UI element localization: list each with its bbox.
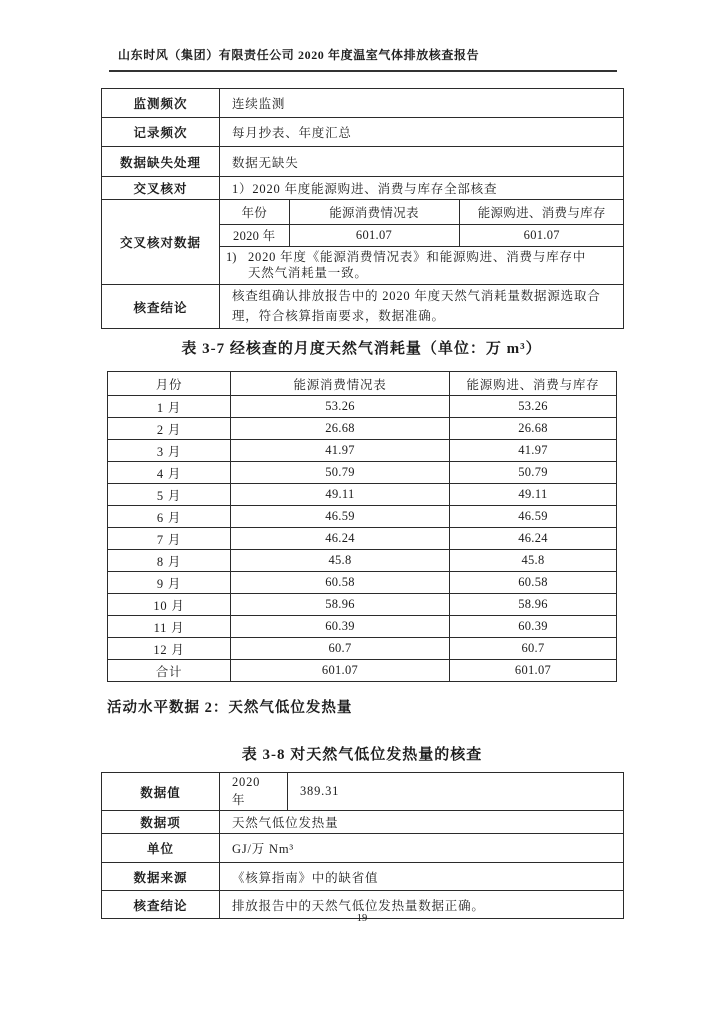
row-value: 连续监测 xyxy=(220,89,624,118)
table-header-row xyxy=(108,372,617,396)
row-label: 核查结论 xyxy=(102,891,220,919)
consumption-cell: 49.11 xyxy=(231,484,450,506)
monitoring-table xyxy=(101,88,624,329)
table-row xyxy=(108,418,617,440)
table-row xyxy=(108,572,617,594)
header-divider xyxy=(109,70,617,72)
row-value: 核查组确认排放报告中的 2020 年度天然气消耗量数据源选取合理，符合核算指南要求，数据准确。 xyxy=(220,285,624,329)
row-label: 交叉核对 xyxy=(102,177,220,200)
month-cell: 11 月 xyxy=(108,616,231,638)
purchase-cell: 50.79 xyxy=(450,462,617,484)
consumption-cell: 601.07 xyxy=(231,660,450,682)
table-row xyxy=(108,594,617,616)
month-cell: 2 月 xyxy=(108,418,231,440)
consumption-cell: 45.8 xyxy=(231,550,450,572)
row-value: 1）2020 年度能源购进、消费与库存全部核查 xyxy=(220,177,624,200)
subtable-data-row xyxy=(220,224,624,246)
cross-check-subtable xyxy=(220,200,624,284)
row-value: 排放报告中的天然气低位发热量数据正确。 xyxy=(220,891,624,919)
row-label: 记录频次 xyxy=(102,118,220,147)
note-line-1: 2020 年度《能源消费情况表》和能源购进、消费与库存中 xyxy=(248,249,587,264)
row-value: 每月抄表、年度汇总 xyxy=(220,118,624,147)
monthly-consumption-table xyxy=(107,371,617,682)
month-cell: 9 月 xyxy=(108,572,231,594)
row-value: 数据无缺失 xyxy=(220,147,624,177)
cross-check-data-row xyxy=(102,200,624,285)
row-label: 交叉核对数据 xyxy=(102,200,220,285)
purchase-cell: 601.07 xyxy=(450,660,617,682)
year-cell: 2020 年 xyxy=(220,224,289,246)
heating-value-table xyxy=(101,772,624,919)
table-3-7-title: 表 3-7 经核查的月度天然气消耗量（单位：万 m³） xyxy=(181,341,542,357)
consumption-cell: 41.97 xyxy=(231,440,450,462)
month-cell: 7 月 xyxy=(108,528,231,550)
purchase-cell: 53.26 xyxy=(450,396,617,418)
month-cell: 6 月 xyxy=(108,506,231,528)
table-row xyxy=(108,440,617,462)
month-cell: 12 月 xyxy=(108,638,231,660)
row-label: 数据来源 xyxy=(102,863,220,891)
column-header: 年份 xyxy=(220,200,289,224)
table-3-8-title: 表 3-8 对天然气低位发热量的核查 xyxy=(241,747,483,763)
purchase-cell: 601.07 xyxy=(459,224,624,246)
row-label: 单位 xyxy=(102,834,220,863)
row-label: 数据值 xyxy=(102,773,220,811)
table-row xyxy=(102,118,624,147)
consumption-cell: 601.07 xyxy=(289,224,459,246)
purchase-cell: 46.59 xyxy=(450,506,617,528)
month-cell: 4 月 xyxy=(108,462,231,484)
subtable-header-row xyxy=(220,200,624,224)
row-label: 监测频次 xyxy=(102,89,220,118)
consumption-cell: 53.26 xyxy=(231,396,450,418)
purchase-cell: 41.97 xyxy=(450,440,617,462)
purchase-cell: 60.7 xyxy=(450,638,617,660)
purchase-cell: 46.24 xyxy=(450,528,617,550)
table-row xyxy=(102,177,624,200)
year-cell: 2020 年 xyxy=(220,773,288,811)
column-header: 能源购进、消费与库存 xyxy=(450,372,617,396)
table-row xyxy=(102,147,624,177)
consumption-cell: 26.68 xyxy=(231,418,450,440)
table-row xyxy=(108,396,617,418)
row-label: 数据缺失处理 xyxy=(102,147,220,177)
table-row xyxy=(102,89,624,118)
month-cell: 3 月 xyxy=(108,440,231,462)
row-label: 核查结论 xyxy=(102,285,220,329)
table-row xyxy=(108,506,617,528)
purchase-cell: 60.58 xyxy=(450,572,617,594)
row-value: 天然气低位发热量 xyxy=(220,811,624,834)
table-row xyxy=(108,550,617,572)
purchase-cell: 49.11 xyxy=(450,484,617,506)
note-marker: 1) xyxy=(226,249,237,264)
consumption-cell: 60.39 xyxy=(231,616,450,638)
table-row xyxy=(108,528,617,550)
table-row xyxy=(102,811,624,834)
table-row xyxy=(102,863,624,891)
purchase-cell: 26.68 xyxy=(450,418,617,440)
note-text xyxy=(248,249,624,283)
consumption-cell: 58.96 xyxy=(231,594,450,616)
purchase-cell: 60.39 xyxy=(450,616,617,638)
subtable-note-row xyxy=(220,246,624,284)
data-value-row xyxy=(102,773,624,811)
column-header: 能源消费情况表 xyxy=(231,372,450,396)
consumption-cell: 46.59 xyxy=(231,506,450,528)
table-row xyxy=(108,616,617,638)
month-cell: 8 月 xyxy=(108,550,231,572)
row-value: GJ/万 Nm³ xyxy=(220,834,624,863)
month-cell: 1 月 xyxy=(108,396,231,418)
table-row xyxy=(108,484,617,506)
consumption-cell: 60.7 xyxy=(231,638,450,660)
column-header: 月份 xyxy=(108,372,231,396)
page-number: 19 xyxy=(356,913,368,924)
row-label: 数据项 xyxy=(102,811,220,834)
total-row xyxy=(108,660,617,682)
consumption-cell: 50.79 xyxy=(231,462,450,484)
row-value: 《核算指南》中的缺省值 xyxy=(220,863,624,891)
table-row xyxy=(108,462,617,484)
document-header-title: 山东时风（集团）有限责任公司 2020 年度温室气体排放核查报告 xyxy=(118,48,480,62)
conclusion-row xyxy=(102,285,624,329)
column-header: 能源购进、消费与库存 xyxy=(459,200,624,224)
purchase-cell: 45.8 xyxy=(450,550,617,572)
table-row xyxy=(102,834,624,863)
consumption-cell: 46.24 xyxy=(231,528,450,550)
value-cell: 389.31 xyxy=(288,773,624,811)
table-row xyxy=(108,638,617,660)
section-heading-activity-data-2: 活动水平数据 2：天然气低位发热量 xyxy=(107,700,353,716)
purchase-cell: 58.96 xyxy=(450,594,617,616)
month-cell: 5 月 xyxy=(108,484,231,506)
month-cell: 合计 xyxy=(108,660,231,682)
consumption-cell: 60.58 xyxy=(231,572,450,594)
note-line-2: 天然气消耗量一致。 xyxy=(248,266,368,281)
month-cell: 10 月 xyxy=(108,594,231,616)
column-header: 能源消费情况表 xyxy=(289,200,459,224)
